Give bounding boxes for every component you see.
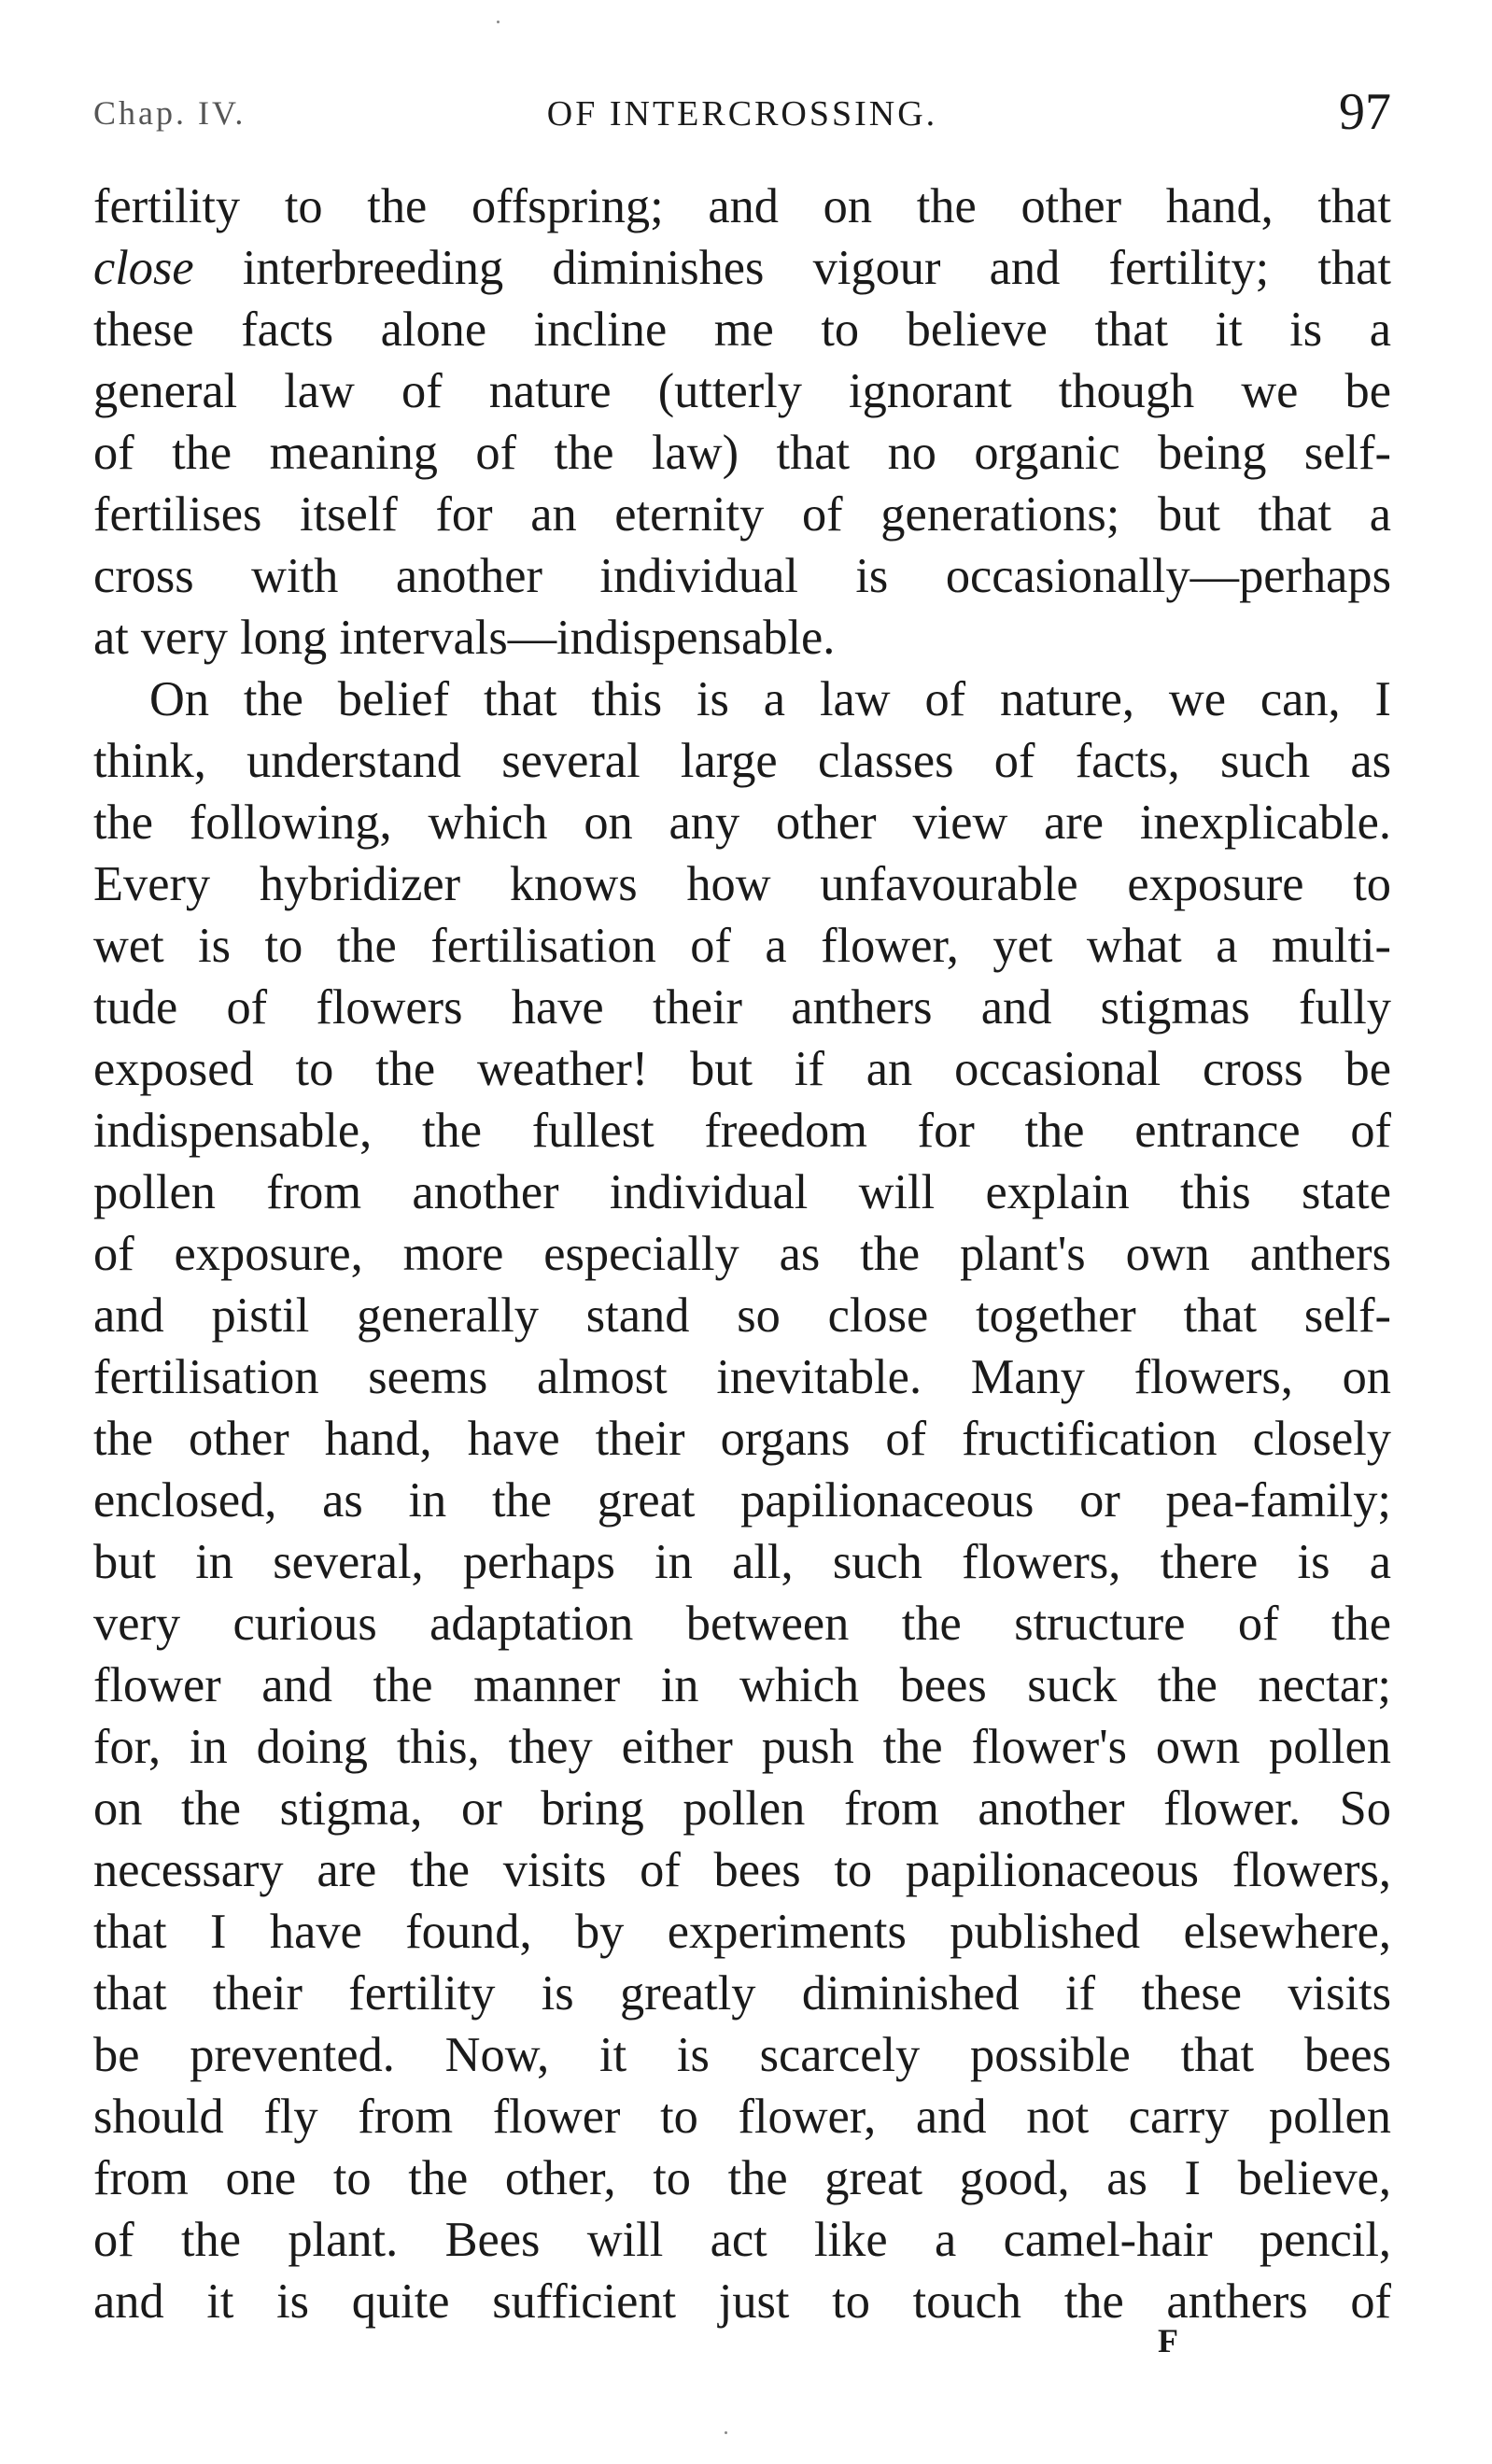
text-line: pollen from another individual will explain this state <box>93 1165 1391 1219</box>
text-line: cross with another individual is occasionally—perhaps <box>93 549 1391 603</box>
text-line: that I have found, by experiments published elsewhere, <box>93 1905 1391 1959</box>
text-line: from one to the other, to the great good, as I believe, <box>93 2151 1391 2205</box>
text-line: of the meaning of the law) that no organic being self- <box>93 426 1391 480</box>
text-line: think, understand several large classes of facts, such as <box>93 734 1391 788</box>
text-line: and it is quite sufficient just to touch the anthers of <box>93 2274 1391 2329</box>
paper-speck <box>725 2431 727 2434</box>
text-line: fertilises itself for an eternity of generations; but that a <box>93 487 1391 542</box>
text-line <box>93 237 1391 299</box>
line-text: interbreeding diminishes vigour and fertility; that <box>193 241 1391 295</box>
signature-mark: F <box>1158 2322 1178 2359</box>
text-line: exposed to the weather! but if an occasional cross be <box>93 1042 1391 1096</box>
text-line: enclosed, as in the great papilionaceous or pea-family; <box>93 1473 1391 1528</box>
text-line: tude of flowers have their anthers and stigmas fully <box>93 980 1391 1035</box>
text-line: general law of nature (utterly ignorant though we be <box>93 364 1391 418</box>
italic-word: close <box>93 241 194 295</box>
text-line: indispensable, the fullest freedom for the entrance of <box>93 1104 1391 1158</box>
text-line: of exposure, more especially as the plant's own anthers <box>93 1227 1391 1281</box>
text-line: these facts alone incline me to believe that it is a <box>93 303 1391 357</box>
chapter-label: Chap. IV. <box>93 94 246 132</box>
running-title: OF INTERCROSSING. <box>546 94 938 134</box>
text-line: very curious adaptation between the structure of the <box>93 1597 1391 1651</box>
text-line: fertility to the offspring; and on the other hand, that <box>93 179 1391 233</box>
running-header <box>93 82 1391 148</box>
text-line: wet is to the fertilisation of a flower, yet what a multi- <box>93 919 1391 973</box>
text-line: and pistil generally stand so close together that self- <box>93 1288 1391 1343</box>
text-line: for, in doing this, they either push the flower's own pollen <box>93 1720 1391 1774</box>
text-line: that their fertility is greatly diminished if these visits <box>93 1966 1391 2020</box>
text-line: on the stigma, or bring pollen from another flower. So <box>93 1781 1391 1836</box>
text-line: but in several, perhaps in all, such flowers, there is a <box>93 1535 1391 1589</box>
text-line: fertilisation seems almost inevitable. Many flowers, on <box>93 1350 1391 1404</box>
body-text <box>93 176 1391 2332</box>
text-line: the following, which on any other view are inexplicable. <box>93 796 1391 850</box>
text-line: the other hand, have their organs of fructification closely <box>93 1412 1391 1466</box>
text-line: be prevented. Now, it is scarcely possible that bees <box>93 2028 1391 2082</box>
page-number: 97 <box>1339 83 1391 141</box>
text-line: of the plant. Bees will act like a camel-hair pencil, <box>93 2213 1391 2267</box>
text-line: Every hybridizer knows how unfavourable exposure to <box>93 857 1391 911</box>
text-line: at very long intervals—indispensable. <box>93 611 836 665</box>
text-line: On the belief that this is a law of nature, we can, I <box>149 672 1391 726</box>
paper-speck <box>497 21 500 23</box>
text-line: flower and the manner in which bees suck the nectar; <box>93 1658 1391 1712</box>
text-line: should fly from flower to flower, and not carry pollen <box>93 2090 1391 2144</box>
text-line: necessary are the visits of bees to papilionaceous flowers, <box>93 1843 1391 1897</box>
